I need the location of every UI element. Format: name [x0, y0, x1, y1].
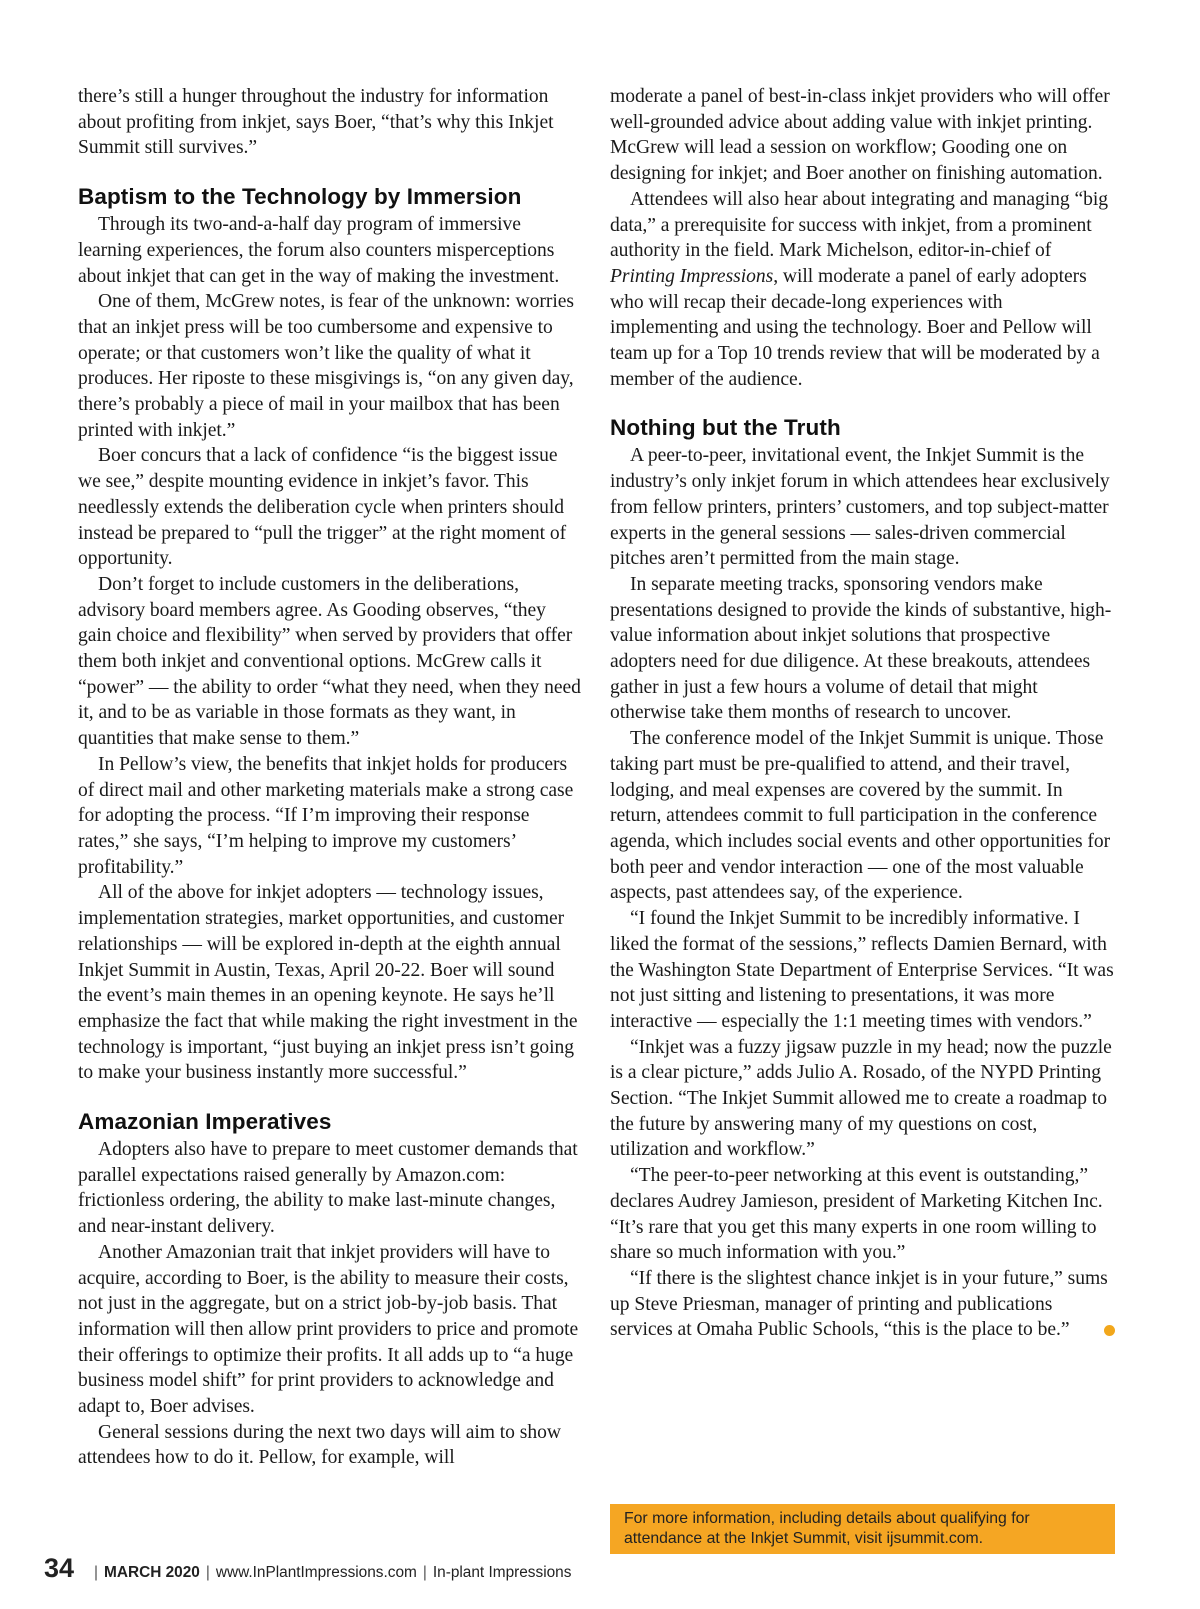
- left-column: [78, 84, 583, 1471]
- paragraph-text: Through its two-and-a-half day program of immersive learning experiences, the forum also counters misperceptions about inkjet that can get in the way of making the investment.: [78, 214, 560, 287]
- body-paragraph: [610, 84, 1115, 187]
- paragraph-text: Another Amazonian trait that inkjet providers will have to acquire, according to Boer, is the ability to measure their costs, not just in the aggregate, but on a strict job-by-job basis. That information will then allow print providers to price and promote their offerings to optimize their profits. It all adds up to “a huge business model shift” for print providers to acknowledge and adapt to, Boer advises.: [78, 1241, 579, 1418]
- body-paragraph: [78, 752, 583, 881]
- body-paragraph: [610, 443, 1115, 572]
- paragraph-text: The conference model of the Inkjet Summit is unique. Those taking part must be pre-qualified to attend, and their travel, lodging, and meal expenses are covered by the summit. In return, attendees commit to full participation in the conference agenda, which includes social events and other opportunities for both peer and vendor interaction — one of the most valuable aspects, past attendees say, of the experience.: [610, 728, 1111, 904]
- publication-title: Printing Impressions: [610, 265, 774, 287]
- paragraph-text: One of them, McGrew notes, is fear of the unknown: worries that an inkjet press will be too cumbersome and expensive to operate; or that customers won’t like the quality of what it produces. Her riposte to these misgivings is, “on any given day, there’s probably a piece of mail in your mailbox that has been printed with inkjet.”: [78, 291, 574, 441]
- body-paragraph: [610, 726, 1115, 906]
- footer-separator: |: [205, 1564, 210, 1581]
- paragraph-text: All of the above for inkjet adopters — technology issues, implementation strategies, market opportunities, and customer relationships — will be explored in-depth at the eighth annual Inkjet Summit in Austin, Texas, April 20-22. Boer will sound the event’s main themes in an opening keynote. He says he’ll emphasize the fact that while making the right investment in the technology is important, “just buying an inkjet press isn’t going to make your business instantly more successful.”: [78, 882, 578, 1084]
- heading-text: Amazonian Imperatives: [78, 1109, 332, 1135]
- section-heading: [78, 183, 583, 211]
- footer-meta: [88, 1564, 571, 1582]
- paragraph-text: Adopters also have to prepare to meet customer demands that parallel expectations raised generally by Amazon.com: frictionless ordering, the ability to make last-minute changes, and near-instant delivery.: [78, 1139, 578, 1238]
- body-paragraph: [610, 1035, 1115, 1164]
- website-link[interactable]: www.InPlantImpressions.com: [215, 1564, 417, 1581]
- body-paragraph: [78, 289, 583, 443]
- paragraph-text: Boer concurs that a lack of confidence “is the biggest issue we see,” despite mounting evidence in inkjet’s favor. This needlessly extends the deliberation cycle when printers should instead be prepared to “pull the trigger” at the right moment of opportunity.: [78, 445, 567, 570]
- body-paragraph: [78, 572, 583, 752]
- heading-text: Nothing but the Truth: [610, 415, 841, 441]
- paragraph-text: A peer-to-peer, invitational event, the Inkjet Summit is the industry’s only inkjet forum in which attendees hear exclusively from fellow printers, printers’ customers, and top subject-matter experts in the general sessions — sales-driven commercial pitches aren’t permitted from the main stage.: [610, 445, 1110, 570]
- paragraph-text: “If there is the slightest chance inkjet is in your future,” sums up Steve Priesman, manager of printing and publications services at Omaha Public Schools, “this is the place to be.”: [610, 1267, 1108, 1341]
- info-box-text: For more information, including details about qualifying for attendance at the Inkjet Summit, visit ijsummit.com.: [624, 1510, 1030, 1547]
- body-paragraph: [78, 443, 583, 572]
- info-box: [610, 1504, 1115, 1554]
- body-paragraph: [78, 84, 583, 161]
- paragraph-text: “I found the Inkjet Summit to be incredibly informative. I liked the format of the sessions,” reflects Damien Bernard, with the Washington State Department of Enterprise Services. “It was not just sitting and listening to presentations, it was more interactive — especially the 1:1 meeting times with vendors.”: [610, 908, 1114, 1032]
- paragraph-text: General sessions during the next two days will aim to show attendees how to do it. Pellow, for example, will: [78, 1421, 561, 1469]
- section-heading: [610, 414, 1115, 442]
- footer-separator: |: [422, 1564, 427, 1581]
- issue-date: MARCH 2020: [104, 1564, 200, 1581]
- body-paragraph: [610, 187, 1115, 393]
- body-paragraph: [610, 1266, 1115, 1343]
- body-paragraph: [78, 880, 583, 1086]
- body-paragraph: [78, 1137, 583, 1240]
- heading-text: Baptism to the Technology by Immersion: [78, 184, 522, 210]
- publication-name: In-plant Impressions: [432, 1564, 572, 1581]
- body-paragraph: [610, 906, 1115, 1035]
- paragraph-text: moderate a panel of best-in-class inkjet providers who will offer well-grounded advice about adding value with inkjet printing. McGrew will lead a session on workflow; Gooding one on designing for inkjet; and Boer another on finishing automation.: [610, 86, 1110, 185]
- footer-separator: |: [94, 1564, 99, 1581]
- paragraph-text: there’s still a hunger throughout the industry for information about profiting from inkjet, says Boer, “that’s why this Inkjet Summit still survives.”: [78, 86, 554, 159]
- paragraph-text: “Inkjet was a fuzzy jigsaw puzzle in my head; now the puzzle is a clear picture,” adds Julio A. Rosado, of the NYPD Printing Section. “The Inkjet Summit allowed me to create a roadmap to the future by answering many of my questions on cost, utilization and workflow.”: [610, 1036, 1112, 1161]
- page-footer: [44, 1553, 571, 1585]
- page-number: 34: [44, 1553, 75, 1583]
- body-paragraph: [610, 572, 1115, 726]
- paragraph-text: “The peer-to-peer networking at this event is outstanding,” declares Audrey Jamieson, president of Marketing Kitchen Inc. “It’s rare that you get this many experts in one room willing to share so much information with you.”: [610, 1165, 1103, 1264]
- body-paragraph: [78, 1420, 583, 1471]
- paragraph-text: In separate meeting tracks, sponsoring vendors make presentations designed to provide the kinds of substantive, high-value information about inkjet solutions that prospective adopters need for due diligence. At these breakouts, attendees gather in just a few hours a volume of detail that might otherwise take them months of research to uncover.: [610, 573, 1112, 724]
- paragraph-text: Attendees will also hear about integrating and managing “big data,” a prerequisite for success with inkjet, from a prominent authority in the field. Mark Michelson, editor-in-chief of Printing Impressions, will moderate a panel of early adopters who will recap their decade-long experiences with implementing and using the technology. Boer and Pellow will team up for a Top 10 trends review that will be moderated by a member of the audience.: [610, 188, 1108, 390]
- body-paragraph: [610, 1163, 1115, 1266]
- body-paragraph: [78, 212, 583, 289]
- body-paragraph: [78, 1240, 583, 1420]
- section-heading: [78, 1108, 583, 1136]
- end-of-article-dot-icon: [1104, 1325, 1115, 1336]
- right-column: [610, 84, 1115, 1343]
- paragraph-text: In Pellow’s view, the benefits that inkjet holds for producers of direct mail and other marketing materials make a strong case for adopting the process. “If I’m improving their response rates,” she says, “I’m helping to improve my customers’ profitability.”: [78, 753, 574, 878]
- paragraph-text: Don’t forget to include customers in the deliberations, advisory board members agree. As Gooding observes, “they gain choice and flexibility” when served by providers that offer them both inkjet and conventional options. McGrew calls it “power” — the ability to order “what they need, when they need it, and to be as variable in those formats as they want, in quantities that make sense to them.”: [78, 573, 581, 750]
